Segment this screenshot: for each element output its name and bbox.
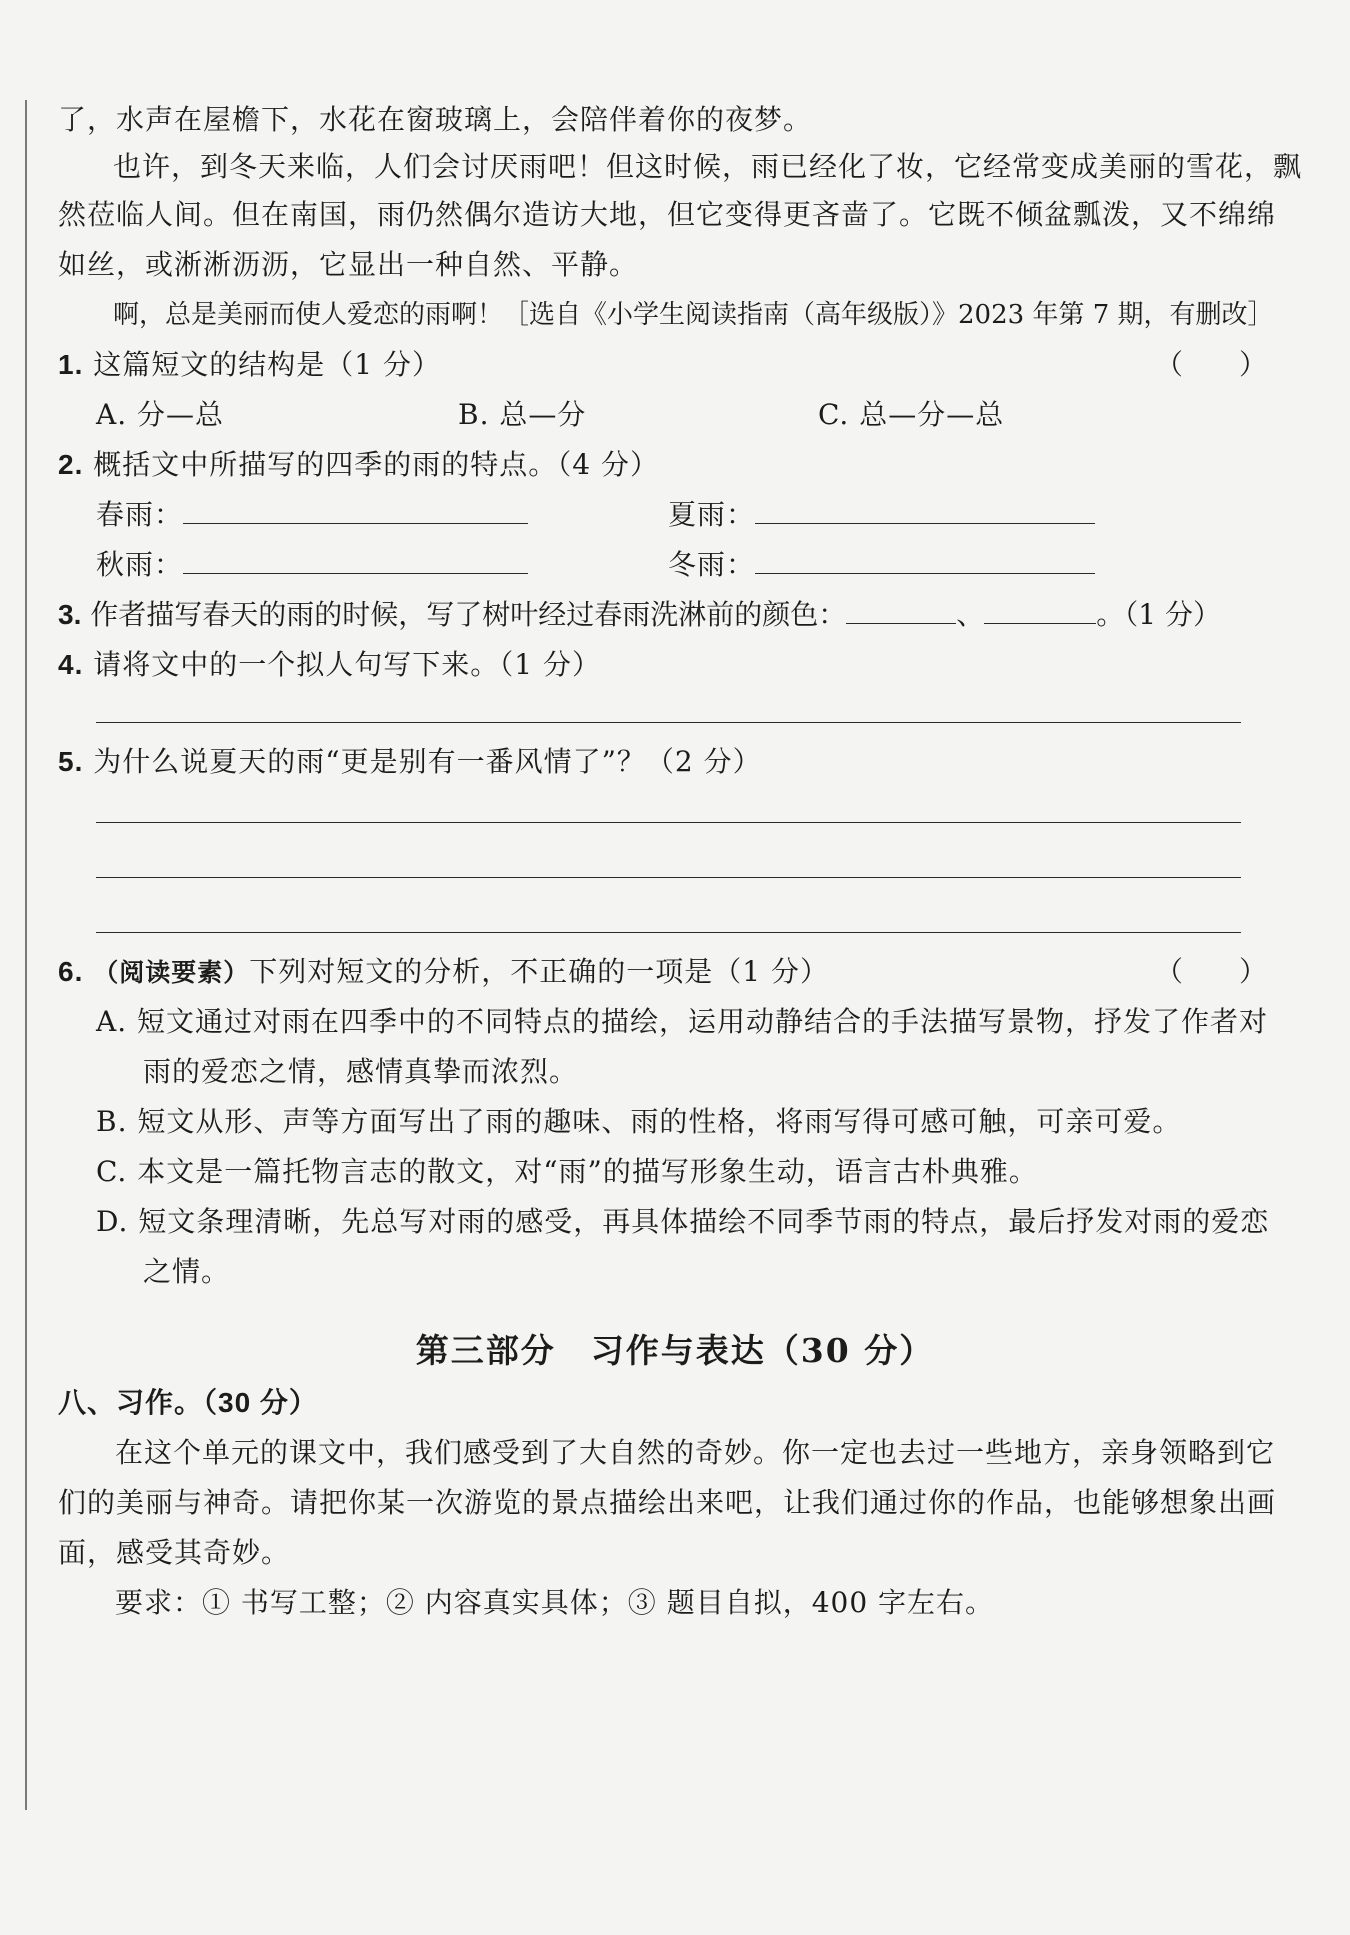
answer-parentheses-q6[interactable]: （ ） [1155, 955, 1268, 988]
q1-option-b: B. 总—分 [458, 398, 587, 431]
question-text: 概括文中所描写的四季的雨的特点。（4 分） [93, 448, 659, 481]
question-number: 2. [58, 449, 84, 480]
question-score: 。（1 分） [1096, 598, 1222, 631]
question-number: 1. [58, 349, 84, 380]
q5-answer-line-2[interactable] [96, 877, 1241, 878]
passage-source-line: 啊，总是美丽而使人爱恋的雨啊！［选自《小学生阅读指南（高年级版）》2023 年第 7 期，有删改］ [113, 300, 1274, 330]
passage-line-2: 也许，到冬天来临，人们会讨厌雨吧！但这时候，雨已经化了妆，它经常变成美丽的雪花，飘 [113, 150, 1303, 183]
q2-spring-row [96, 495, 528, 535]
binding-margin-line [25, 100, 27, 1810]
winter-rain-label: 冬雨： [668, 548, 756, 581]
passage-line-1: 了，水声在屋檐下，水花在窗玻璃上，会陪伴着你的夜梦。 [58, 103, 813, 136]
color-blank-1[interactable] [846, 595, 956, 624]
q6-option-d-line-2: 之情。 [143, 1255, 231, 1288]
autumn-rain-label: 秋雨： [96, 548, 184, 581]
question-4 [58, 645, 601, 685]
question-text: 下列对短文的分析，不正确的一项是（1 分） [249, 955, 829, 988]
question-number: 6. [58, 956, 84, 987]
q5-answer-line-1[interactable] [96, 822, 1241, 823]
question-3 [58, 595, 1221, 635]
q6-option-a-line-2: 雨的爱恋之情，感情真挚而浓烈。 [143, 1055, 579, 1088]
q5-answer-line-3[interactable] [96, 932, 1241, 933]
spring-rain-label: 春雨： [96, 498, 184, 531]
passage-line-4: 如丝，或淅淅沥沥，它显出一种自然、平静。 [58, 248, 639, 281]
question-number: 5. [58, 746, 84, 777]
reading-element-tag: （阅读要素） [93, 958, 250, 987]
question-number: 4. [58, 649, 84, 680]
q2-winter-row [668, 545, 1095, 585]
question-text: 这篇短文的结构是（1 分） [93, 348, 441, 381]
question-text: 请将文中的一个拟人句写下来。（1 分） [93, 648, 601, 681]
q1-option-c: C. 总—分—总 [818, 398, 1005, 431]
color-blank-2[interactable] [984, 595, 1096, 624]
section-3-title: 第三部分 习作与表达（30 分） [415, 1331, 935, 1370]
question-number: 3. [58, 599, 82, 630]
essay-prompt-line-3: 面，感受其奇妙。 [58, 1536, 291, 1569]
question-2 [58, 445, 659, 485]
question-1 [58, 345, 441, 385]
q6-option-d-line-1: D. 短文条理清晰，先总写对雨的感受，再具体描绘不同季节雨的特点，最后抒发对雨的爱恋 [96, 1205, 1270, 1238]
question-text: 作者描写春天的雨的时候，写了树叶经过春雨洗淋前的颜色： [90, 598, 847, 631]
question-5 [58, 742, 762, 782]
q4-answer-line[interactable] [96, 722, 1241, 723]
question-6 [58, 952, 829, 993]
passage-line-3: 然莅临人间。但在南国，雨仍然偶尔造访大地，但它变得更吝啬了。它既不倾盆瓢泼，又不绵绵 [58, 198, 1277, 231]
summer-rain-blank[interactable] [755, 495, 1095, 524]
winter-rain-blank[interactable] [755, 545, 1095, 574]
q6-option-a-line-1: A. 短文通过对雨在四季中的不同特点的描绘，运用动静结合的手法描写景物，抒发了作者对 [96, 1005, 1269, 1038]
q2-summer-row [668, 495, 1095, 535]
q1-option-a: A. 分—总 [96, 398, 225, 431]
q2-autumn-row [96, 545, 528, 585]
essay-prompt-line-2: 们的美丽与神奇。请把你某一次游览的景点描绘出来吧，让我们通过你的作品，也能够想象出画 [58, 1486, 1277, 1519]
autumn-rain-blank[interactable] [183, 545, 528, 574]
essay-prompt-line-1: 在这个单元的课文中，我们感受到了大自然的奇妙。你一定也去过一些地方，亲身领略到它 [115, 1436, 1276, 1469]
spring-rain-blank[interactable] [183, 495, 528, 524]
essay-heading: 八、习作。（30 分） [58, 1387, 318, 1418]
q6-option-b: B. 短文从形、声等方面写出了雨的趣味、雨的性格，将雨写得可感可触，可亲可爱。 [96, 1105, 1182, 1138]
separator: 、 [956, 598, 985, 631]
question-text: 为什么说夏天的雨“更是别有一番风情了”？（2 分） [93, 745, 762, 778]
q6-option-c: C. 本文是一篇托物言志的散文，对“雨”的描写形象生动，语言古朴典雅。 [96, 1155, 1038, 1188]
summer-rain-label: 夏雨： [668, 498, 756, 531]
answer-parentheses-q1[interactable]: （ ） [1155, 348, 1268, 381]
essay-requirements: 要求：① 书写工整；② 内容真实具体；③ 题目自拟，400 字左右。 [115, 1586, 995, 1619]
